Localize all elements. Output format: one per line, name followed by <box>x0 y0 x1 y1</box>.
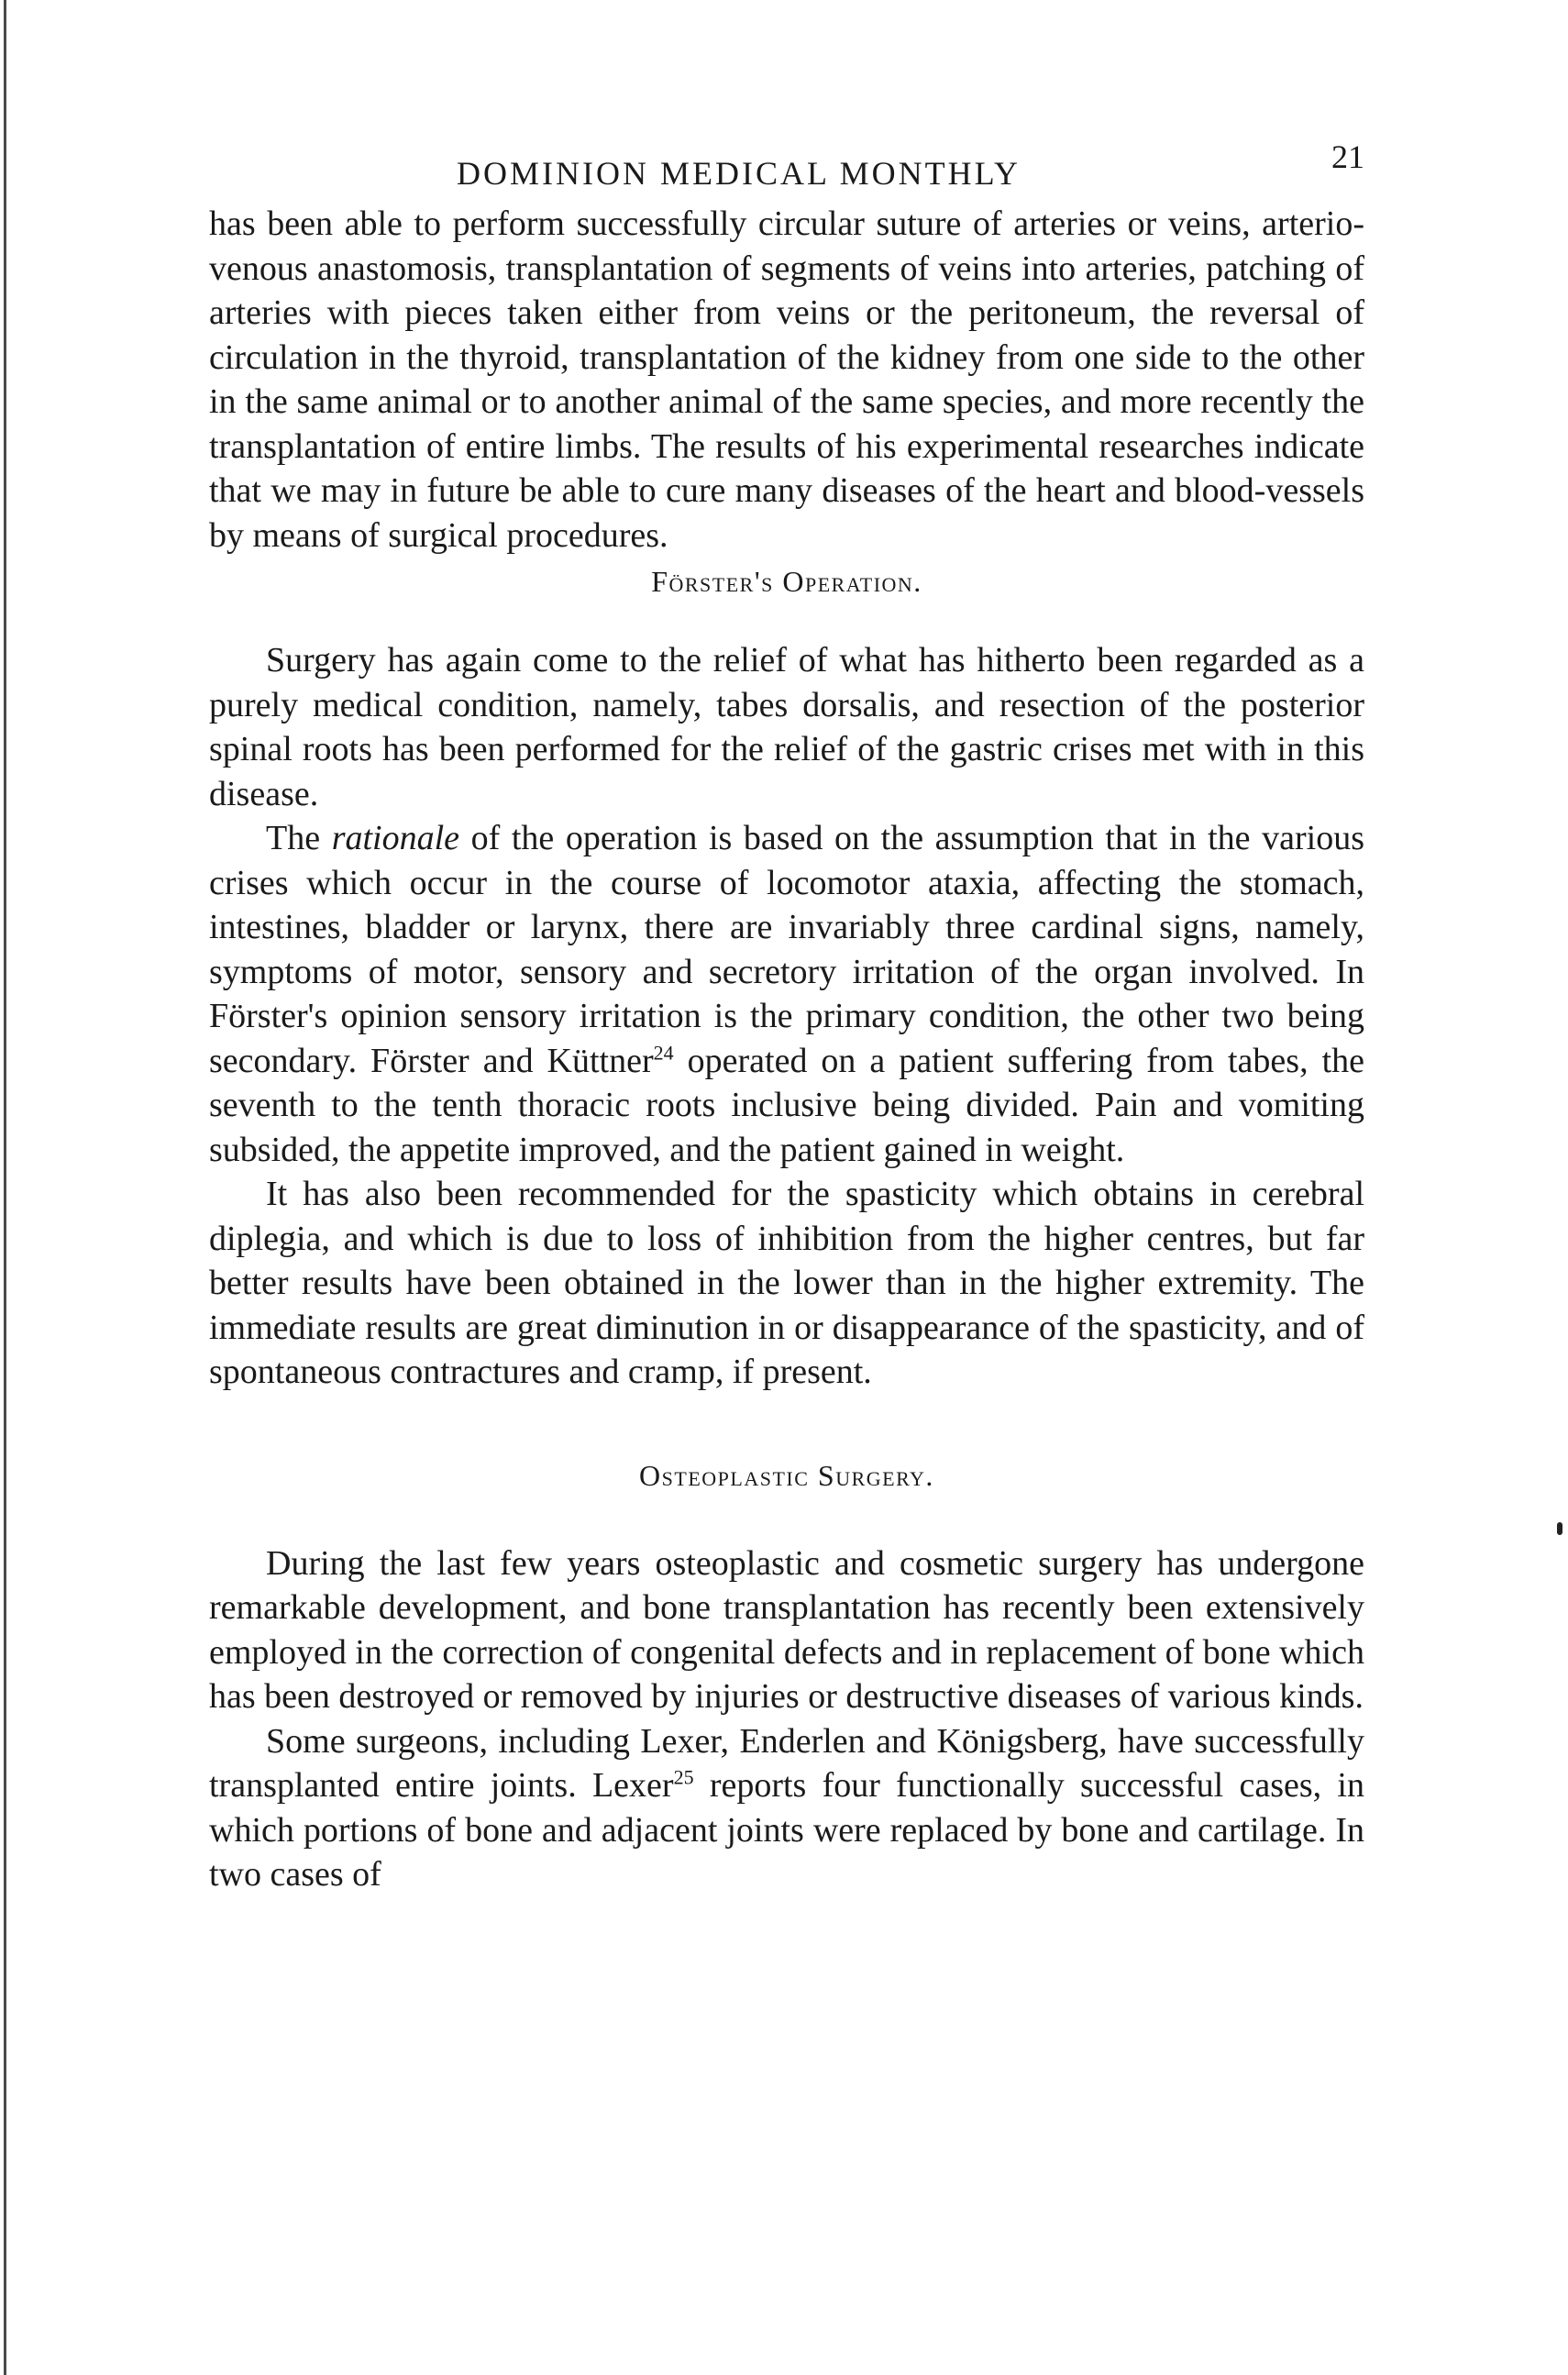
page-edge-line <box>4 0 6 2375</box>
paragraph-surgery-relief: Surgery has again come to the relief of what has hitherto been regarded as a purely medical condition, namely, tabes dorsalis, and resection of the posterior spinal roots has been performed for the relief of the gastric crises met with in this disease. <box>209 641 1364 813</box>
running-title: DOMINION MEDICAL MONTHLY <box>457 155 1021 192</box>
joints-text-2: reports four functionally successful cases, in which portions of bone and adjacent joints were replaced by bone and cartilage. In two cases of <box>209 1766 1364 1894</box>
paragraph-joints <box>209 1719 1364 1897</box>
margin-mark <box>1557 1522 1562 1535</box>
footnote-ref-24: 24 <box>653 1040 674 1064</box>
page-number: 21 <box>1331 138 1364 175</box>
paragraph-osteoplastic: During the last few years osteoplastic and cosmetic surgery has undergone remarkable development, and bone transplantation has recently been extensively employed in the correction of congenital defects and in replacement of bone which has been destroyed or removed by injuries or destructive diseases of various kinds. <box>209 1543 1364 1716</box>
rationale-text-3: operated on a patient suffering from tabes, the seventh to the tenth thoracic roots inclusive being divided. Pain and vomiting subsided, the appetite improved, and the patient gained in weight. <box>209 1041 1364 1169</box>
paragraph-continuation: has been able to perform successfully circular suture of arteries or veins, arterio-venous anastomosis, transplantation of segments of veins into arteries, patching of arteries with pieces taken either from veins or the peritoneum, the reversal of circulation in the thyroid, transplantation of the kidney from one side to the other in the same animal or to another animal of the same species, and more recently the transplantation of entire limbs. The results of his experimental researches indicate that we may in future be able to cure many diseases of the heart and blood-vessels by means of surgical procedures. <box>209 204 1364 555</box>
paragraph-spasticity: It has also been recommended for the spasticity which obtains in cerebral diplegia, and which is due to loss of inhibition from the higher centres, but far better results have been obtained in the lower than in the higher extremity. The immediate results are great diminution in or disappearance of the spasticity, and of spontaneous contractures and cramp, if present. <box>209 1175 1364 1391</box>
paragraph-rationale <box>209 816 1364 1172</box>
joints-text-1: Some surgeons, including Lexer, Enderlen and Königsberg, have successfully transplanted entire joints. Lexer <box>209 1721 1364 1805</box>
section-heading-forster: Förster's Operation. <box>651 565 922 598</box>
running-header <box>209 138 1364 202</box>
rationale-text-2: of the operation is based on the assumption that in the various crises which occur in the course of locomotor ataxia, affecting the stomach, intestines, bladder or larynx, there are invariably three cardinal signs, namely, symptoms of motor, sensory and secretory irritation of the organ involved. In Förster's opinion sensory irritation is the primary condition, the other two being secondary. Förster and Küttner <box>209 819 1364 1080</box>
footnote-ref-25: 25 <box>673 1765 694 1789</box>
rationale-italic: rationale <box>331 819 460 857</box>
rationale-text-1: The <box>266 819 332 857</box>
document-page <box>209 138 1364 1897</box>
section-heading-osteoplastic: Osteoplastic Surgery. <box>639 1458 934 1492</box>
